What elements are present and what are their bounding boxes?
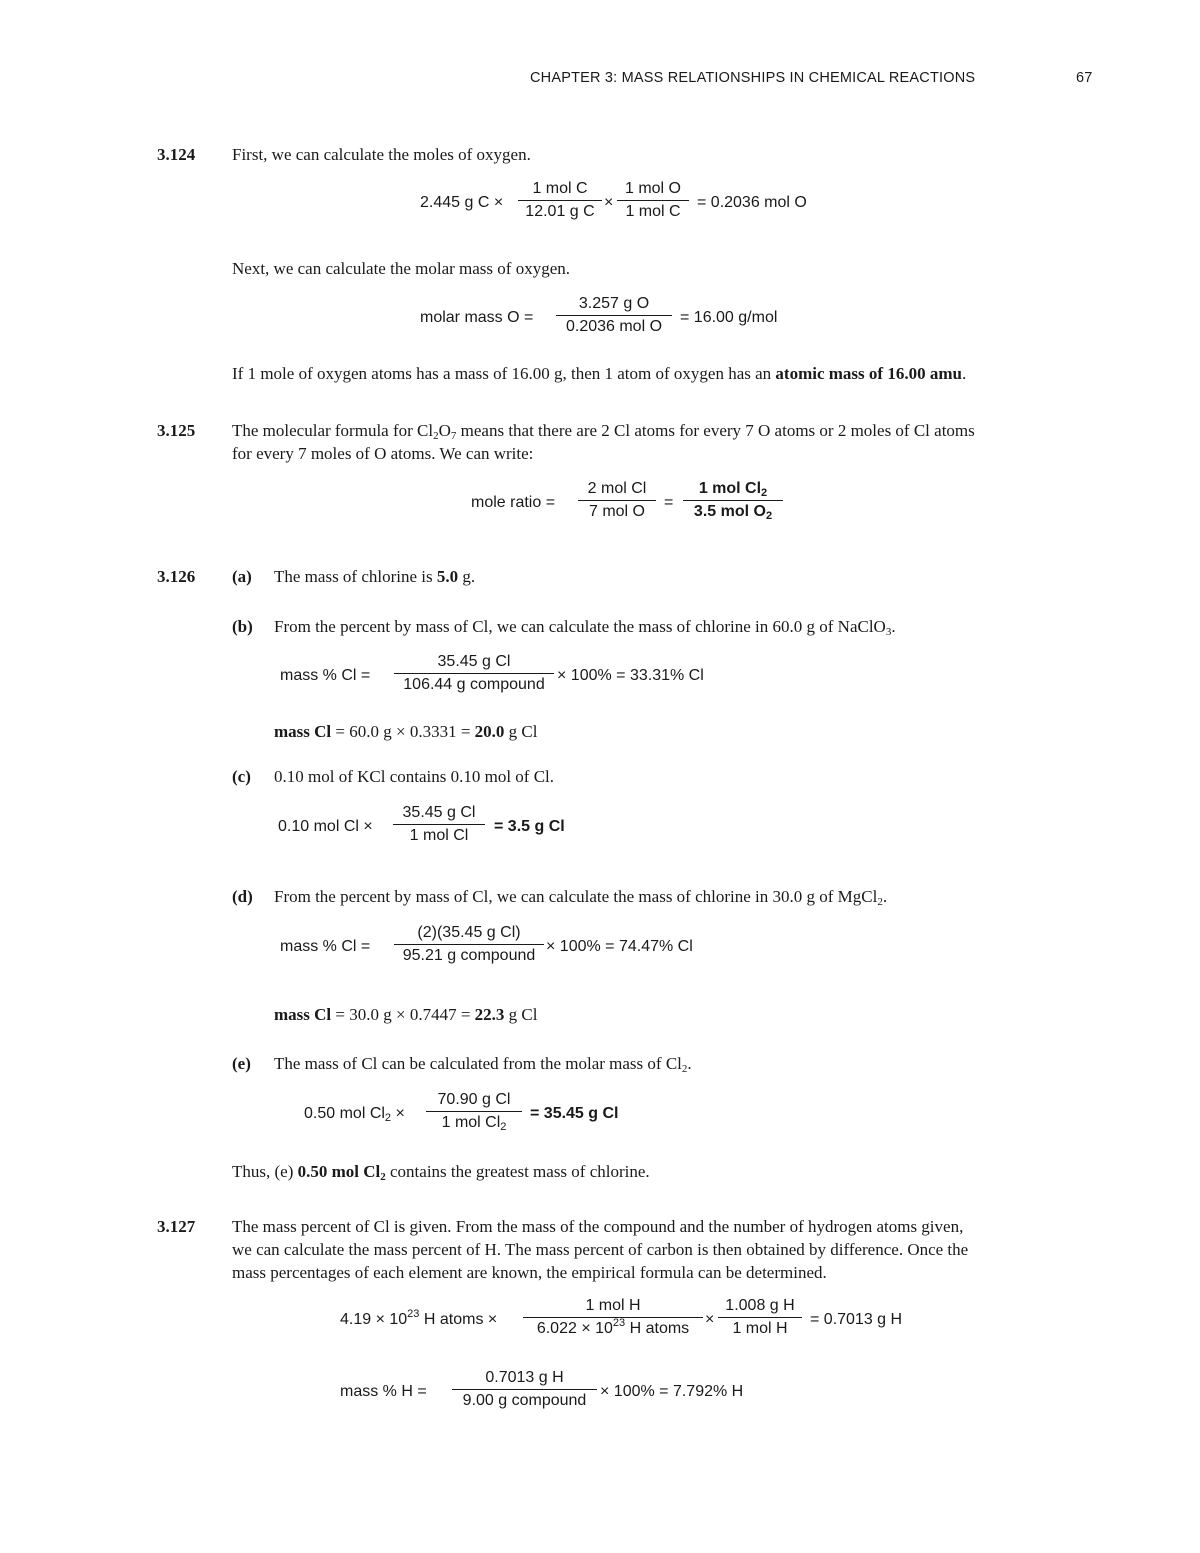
eq-3-127b-fraction — [452, 1369, 597, 1410]
eq-part-d-fraction — [394, 924, 544, 965]
part-d-label: (d) — [232, 887, 253, 906]
denominator: $6.022 \times 10^{23}$ H atoms — [536, 1317, 690, 1337]
eq-3-125-fraction-1 — [578, 480, 656, 521]
eq-3-127-fraction-2 — [718, 1297, 802, 1338]
eq-3-124-lead: 2.445 g C × — [420, 194, 504, 211]
numerator: 2 mol Cl — [578, 480, 656, 501]
numerator: 70.90 g Cl — [426, 1091, 522, 1112]
eq-3-127-result: = 0.7013 g H — [810, 1311, 903, 1328]
eq-3-125-fraction-2 — [683, 480, 783, 521]
problem-3-127-line-3: mass percentages of each element are known, the empirical formula can be determined. — [232, 1263, 827, 1282]
eq-part-e-result: = 35.45 g Cl — [530, 1105, 619, 1122]
denominator: 0.2036 mol O — [565, 318, 663, 335]
eq-part-b-result: × 100% = 33.31% Cl — [557, 667, 704, 684]
part-a-label: (a) — [232, 567, 252, 586]
eq-part-b-mass: mass Cl = 60.0 g × 0.3331 = 20.0 g Cl — [274, 722, 538, 741]
problem-number-3-125: 3.125 — [157, 421, 196, 440]
part-b-text: From the percent by mass of Cl, we can calculate the mass of chlorine in 60.0 g of NaClO$_3$. — [274, 617, 896, 638]
numerator: 0.7013 g H — [452, 1369, 597, 1390]
part-e-conclusion: Thus, (e) 0.50 mol $Cl_2$ contains the greatest mass of chlorine. — [232, 1162, 650, 1183]
equals-sign: = — [664, 494, 674, 511]
eq-part-e-fraction — [426, 1091, 522, 1132]
eq-part-b-fraction — [394, 653, 554, 694]
numerator: 1 mol C — [518, 180, 602, 201]
eq-3-127-lead: $4.19 \times 10^{23}$ H atoms × — [340, 1308, 498, 1328]
numerator: (2)(35.45 g Cl) — [394, 924, 544, 945]
eq-part-c-lead: 0.10 mol Cl × — [278, 818, 373, 835]
eq-part-e-lead: 0.50 mol $Cl_2$ × — [304, 1105, 405, 1124]
problem-number-3-126: 3.126 — [157, 567, 196, 586]
eq-part-d-mass: mass Cl = 30.0 g × 0.7447 = 22.3 g Cl — [274, 1005, 538, 1024]
numerator: 35.45 g Cl — [393, 804, 485, 825]
problem-3-124-intro: First, we can calculate the moles of oxygen. — [232, 145, 531, 164]
numerator: 1.008 g H — [718, 1297, 802, 1318]
eq-part-c-fraction — [393, 804, 485, 845]
eq-3-124b-lead: molar mass O = — [420, 309, 534, 326]
eq-3-124b-fraction — [556, 295, 672, 336]
eq-3-124-fraction-1 — [518, 180, 602, 221]
problem-3-124-conclusion: If 1 mole of oxygen atoms has a mass of 16.00 g, then 1 atom of oxygen has an atomic mass of 16.00 amu. — [232, 364, 967, 383]
problem-3-124-next: Next, we can calculate the molar mass of oxygen. — [232, 259, 570, 278]
numerator: 3.257 g O — [556, 295, 672, 316]
part-a-text: The mass of chlorine is 5.0 g. — [274, 567, 476, 586]
part-d-text: From the percent by mass of Cl, we can calculate the mass of chlorine in 30.0 g of MgCl$_2$. — [274, 887, 888, 908]
problem-3-127-line-2: we can calculate the mass percent of H. The mass percent of carbon is then obtained by difference. Once the — [232, 1240, 969, 1259]
eq-3-127b-lead: mass % H = — [340, 1383, 427, 1400]
problem-3-127-line-1: The mass percent of Cl is given. From the mass of the compound and the number of hydrogen atoms given, — [232, 1217, 964, 1236]
part-c-text: 0.10 mol of KCl contains 0.10 mol of Cl. — [274, 767, 555, 786]
eq-3-124b-result: = 16.00 g/mol — [680, 309, 778, 326]
denominator: 12.01 g C — [525, 203, 595, 220]
denominator: 1 mol H — [732, 1320, 788, 1337]
problem-3-125-line-1: The molecular formula for $Cl_2O_7$ means that there are 2 Cl atoms for every 7 O atoms or 2 moles of Cl atoms — [232, 421, 975, 442]
eq-3-125-lead: mole ratio = — [471, 494, 556, 511]
numerator: 1 mol O — [617, 180, 689, 201]
numerator: 1 mol H — [523, 1297, 703, 1318]
eq-part-d-result: × 100% = 74.47% Cl — [546, 938, 693, 955]
denominator: 106.44 g compound — [403, 676, 545, 693]
part-c-label: (c) — [232, 767, 251, 786]
eq-3-127b-result: × 100% = 7.792% H — [600, 1383, 744, 1400]
denominator: 1 mol $Cl_2$ — [441, 1114, 507, 1133]
problem-3-125-line-2: for every 7 moles of O atoms. We can write: — [232, 444, 534, 463]
eq-3-127-fraction-1 — [523, 1297, 703, 1338]
denominator: 1 mol Cl — [409, 827, 469, 844]
times-sign: × — [705, 1311, 715, 1328]
eq-part-d-lead: mass % Cl = — [280, 938, 371, 955]
numerator: 35.45 g Cl — [394, 653, 554, 674]
times-sign: × — [604, 194, 614, 211]
eq-3-124-fraction-2 — [617, 180, 689, 221]
denominator: 95.21 g compound — [402, 947, 536, 964]
part-e-text: The mass of Cl can be calculated from the molar mass of $Cl_2$. — [274, 1054, 692, 1075]
numerator: 1 mol $Cl_2$ — [683, 480, 783, 501]
running-header-title: CHAPTER 3: MASS RELATIONSHIPS IN CHEMICAL REACTIONS — [530, 70, 976, 86]
problem-number-3-124: 3.124 — [157, 145, 196, 164]
part-e-label: (e) — [232, 1054, 251, 1073]
denominator: 3.5 mol $O_2$ — [693, 503, 773, 522]
denominator: 7 mol O — [588, 503, 645, 520]
eq-part-c-result: = 3.5 g Cl — [494, 818, 565, 835]
problem-number-3-127: 3.127 — [157, 1217, 196, 1236]
denominator: 9.00 g compound — [462, 1392, 587, 1409]
page-number: 67 — [1076, 70, 1093, 86]
part-b-label: (b) — [232, 617, 253, 636]
denominator: 1 mol C — [625, 203, 681, 220]
eq-3-124-result: = 0.2036 mol O — [697, 194, 807, 211]
eq-part-b-lead: mass % Cl = — [280, 667, 371, 684]
